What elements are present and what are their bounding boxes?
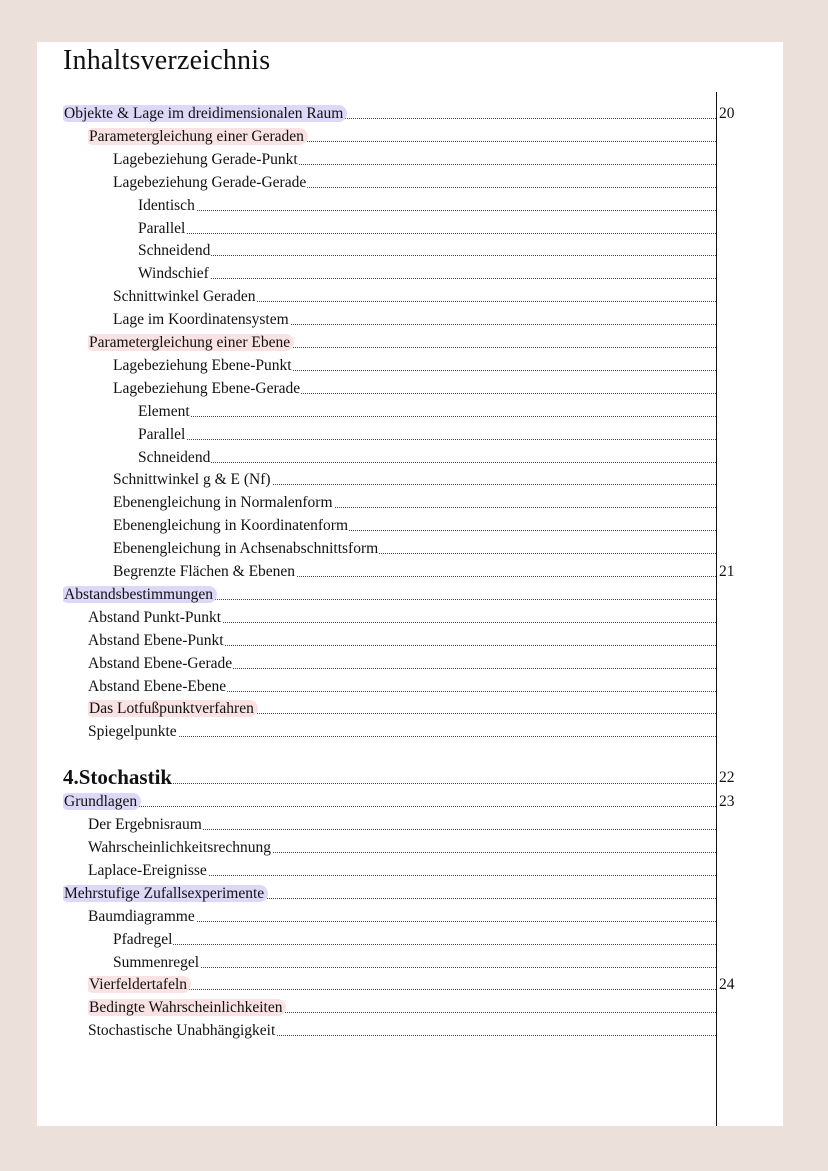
leader-dots bbox=[138, 462, 716, 463]
toc-entry bbox=[88, 652, 716, 675]
toc-entry bbox=[63, 790, 716, 813]
toc-entry-label: Parametergleichung einer Ebene bbox=[88, 334, 294, 351]
toc-entry bbox=[138, 446, 716, 469]
toc-entry-label: Bedingte Wahrscheinlichkeiten bbox=[88, 999, 286, 1016]
toc-entry-label: Ebenengleichung in Koordinatenform bbox=[113, 517, 349, 535]
toc-entry bbox=[88, 331, 716, 354]
toc-entry bbox=[88, 606, 716, 629]
toc-entry bbox=[138, 262, 716, 285]
toc-entry bbox=[88, 905, 716, 928]
toc-page-number: 21 bbox=[719, 563, 735, 580]
page-title: Inhaltsverzeichnis bbox=[63, 45, 271, 76]
toc-entry bbox=[113, 951, 716, 974]
toc-entry bbox=[88, 836, 716, 859]
toc-entry-label: Lagebeziehung Gerade-Gerade bbox=[113, 173, 307, 191]
toc-entry-label: Pfadregel bbox=[113, 930, 173, 948]
toc-entry-label: Stochastische Unabhängigkeit bbox=[88, 1022, 276, 1040]
toc-entry-label: Abstand Ebene-Punkt bbox=[88, 631, 224, 649]
toc-entry-label: Lage im Koordinatensystem bbox=[113, 311, 289, 329]
toc-entry-label: Abstand Ebene-Gerade bbox=[88, 654, 233, 672]
toc-entry-label: Parallel bbox=[138, 425, 186, 443]
toc-entry bbox=[138, 217, 716, 240]
toc-entry-label: 4.Stochastik bbox=[63, 765, 173, 790]
toc-entry bbox=[88, 996, 716, 1019]
chapter-heading bbox=[63, 763, 716, 791]
toc-entry-label: Vierfeldertafeln bbox=[88, 976, 191, 993]
leader-dots bbox=[138, 416, 716, 417]
toc-entry-label: Lagebeziehung Ebene-Punkt bbox=[113, 356, 292, 374]
toc-entry bbox=[113, 491, 716, 514]
toc-entry-label: Lagebeziehung Gerade-Punkt bbox=[113, 150, 298, 168]
toc-entry bbox=[113, 354, 716, 377]
leader-dots bbox=[138, 233, 716, 234]
toc-entry bbox=[113, 148, 716, 171]
toc-entry bbox=[113, 537, 716, 560]
leader-dots bbox=[138, 278, 716, 279]
leader-dots bbox=[88, 736, 716, 737]
toc-entry bbox=[138, 423, 716, 446]
toc-entry bbox=[113, 308, 716, 331]
page-number-divider-line bbox=[716, 92, 717, 1126]
toc-entry bbox=[138, 194, 716, 217]
toc-entry bbox=[113, 377, 716, 400]
leader-dots bbox=[113, 944, 716, 945]
toc-entry bbox=[88, 1019, 716, 1042]
toc-entry bbox=[138, 400, 716, 423]
toc-page-number: 24 bbox=[719, 976, 735, 994]
toc-entry bbox=[113, 560, 716, 583]
toc-entry-label: Der Ergebnisraum bbox=[88, 816, 202, 834]
toc-entry bbox=[63, 102, 716, 125]
toc-entry-label: Abstand Punkt-Punkt bbox=[88, 608, 222, 626]
toc-entry bbox=[88, 125, 716, 148]
toc-entry-label: Das Lotfußpunktverfahren bbox=[88, 700, 258, 717]
toc-entry bbox=[113, 928, 716, 951]
toc-entry-label: Ebenengleichung in Normalenform bbox=[113, 494, 333, 512]
toc-entry-label: Schneidend bbox=[138, 242, 211, 260]
toc-entry bbox=[63, 882, 716, 905]
toc-page-number: 23 bbox=[719, 793, 735, 811]
toc-entry bbox=[88, 813, 716, 836]
toc-entry-label: Objekte & Lage im dreidimensionalen Raum bbox=[63, 105, 347, 122]
leader-dots bbox=[138, 255, 716, 256]
toc-entry-label: Lagebeziehung Ebene-Gerade bbox=[113, 379, 301, 397]
toc-entry-label: Spiegelpunkte bbox=[88, 723, 177, 741]
toc-entry-label: Abstand Ebene-Ebene bbox=[88, 677, 227, 695]
toc-entry-label: Schneidend bbox=[138, 448, 211, 466]
toc-entry-label: Element bbox=[138, 402, 190, 420]
toc-entry bbox=[88, 859, 716, 882]
toc-entry-label: Abstandsbestimmungen bbox=[63, 586, 217, 603]
toc-entry-label: Parametergleichung einer Geraden bbox=[88, 128, 308, 145]
leader-dots bbox=[138, 210, 716, 211]
toc-page-number: 20 bbox=[719, 105, 735, 122]
toc-entry bbox=[88, 629, 716, 652]
toc-entry-label: Schnittwinkel Geraden bbox=[113, 288, 256, 306]
toc-entry bbox=[88, 675, 716, 698]
toc-entry bbox=[113, 514, 716, 537]
toc-entry bbox=[113, 285, 716, 308]
leader-dots bbox=[113, 967, 716, 968]
toc-entry-label: Grundlagen bbox=[63, 793, 141, 810]
toc-entry bbox=[113, 468, 716, 491]
toc-entry-label: Mehrstufige Zufallsexperimente bbox=[63, 885, 268, 902]
toc-entry-label: Laplace-Ereignisse bbox=[88, 861, 207, 879]
toc-entry-label: Schnittwinkel g & E (Nf) bbox=[113, 471, 271, 489]
toc-entry bbox=[88, 720, 716, 743]
toc-entry-label: Wahrscheinlichkeitsrechnung bbox=[88, 839, 271, 856]
toc-entry bbox=[63, 583, 716, 606]
leader-dots bbox=[63, 806, 716, 807]
toc-entry bbox=[138, 239, 716, 262]
toc-entry bbox=[88, 697, 716, 720]
toc-entry bbox=[113, 171, 716, 194]
toc-entry-label: Parallel bbox=[138, 219, 186, 237]
leader-dots bbox=[138, 439, 716, 440]
toc-entry-label: Ebenengleichung in Achsenabschnittsform bbox=[113, 540, 379, 558]
toc-entry-label: Baumdiagramme bbox=[88, 907, 195, 925]
toc-entry bbox=[88, 973, 716, 996]
toc-entry-label: Begrenzte Flächen & Ebenen bbox=[113, 563, 296, 580]
toc-entry-label: Identisch bbox=[138, 196, 195, 214]
toc-entry-label: Windschief bbox=[138, 265, 209, 283]
toc-page-number: 22 bbox=[719, 769, 735, 787]
toc-entry-label: Summenregel bbox=[113, 953, 200, 971]
